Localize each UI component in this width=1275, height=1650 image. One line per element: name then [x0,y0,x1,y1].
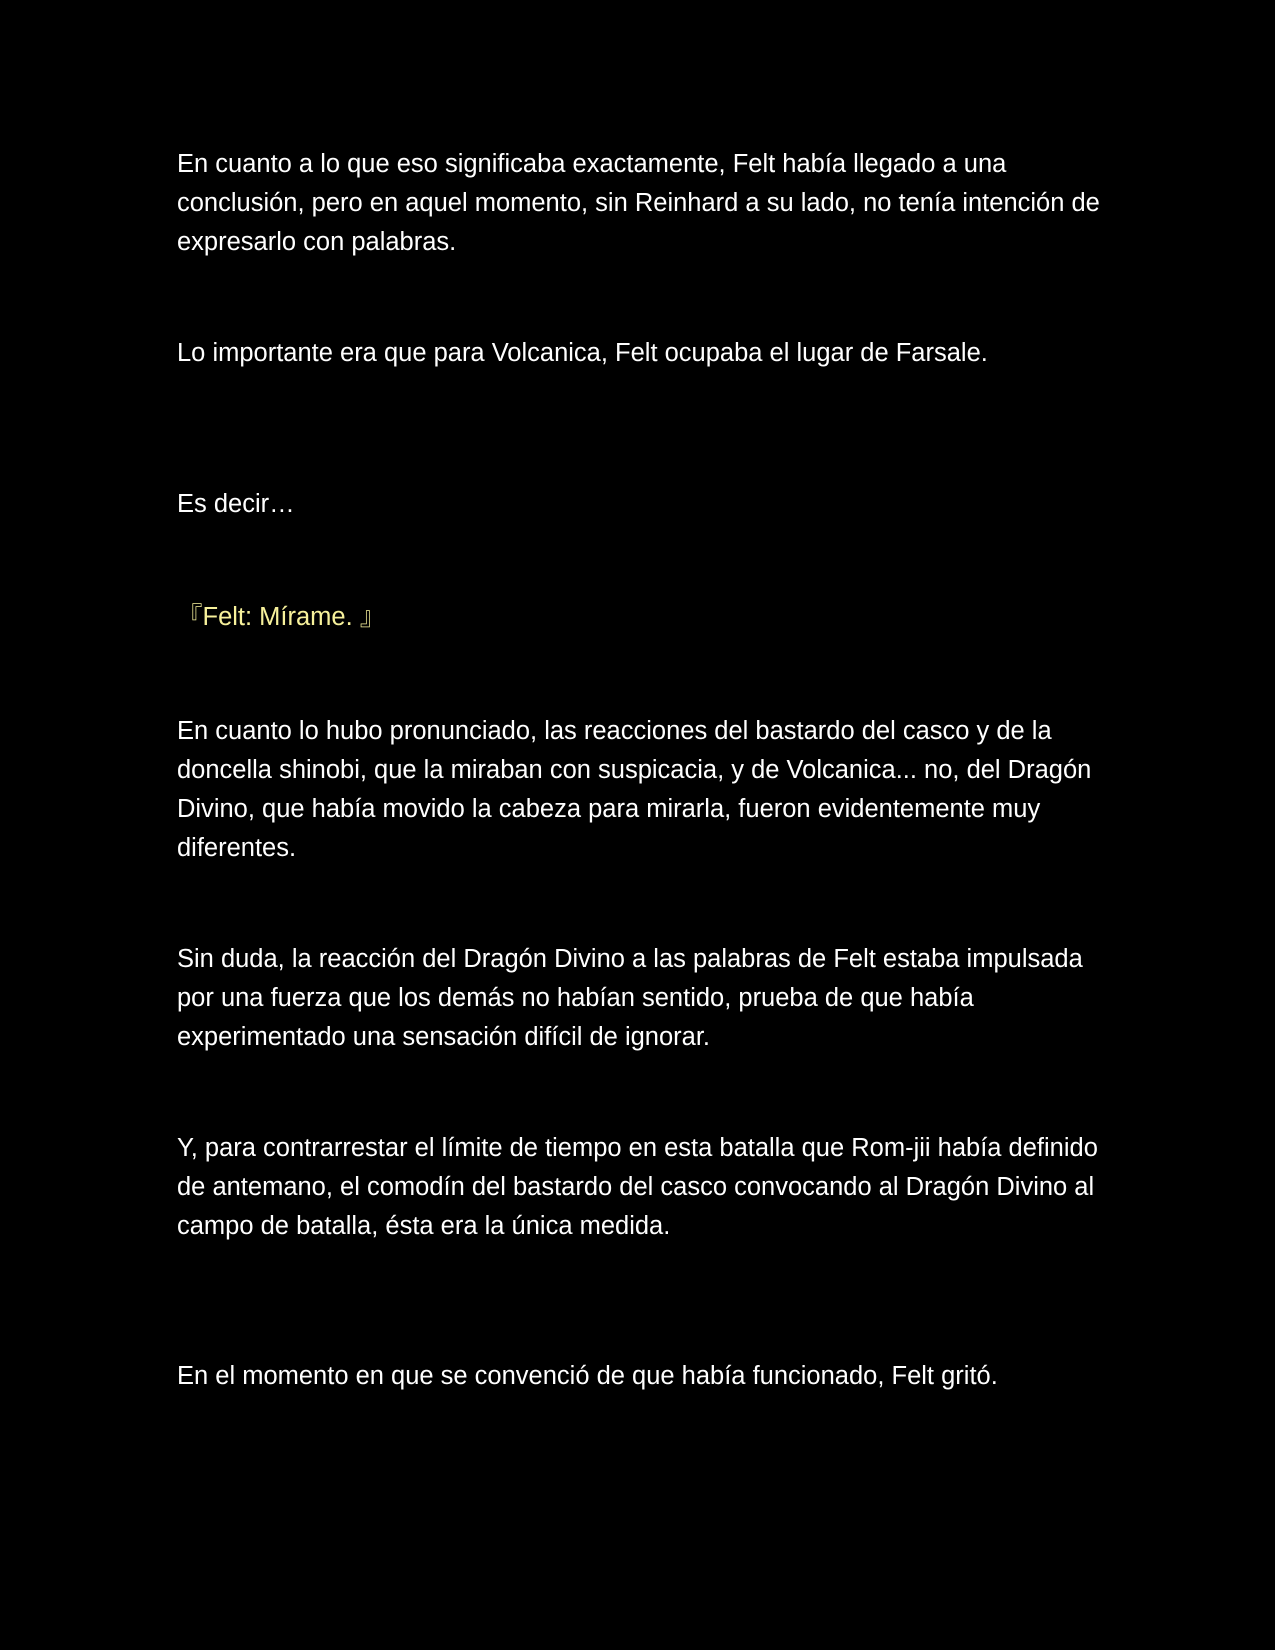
paragraph-6: Sin duda, la reacción del Dragón Divino a las palabras de Felt estaba impulsada por una fuerza que los demás no habían sentido, prueba de que había experimentado una sensación difícil de ignorar. [177,945,1083,1051]
paragraph-2: Lo importante era que para Volcanica, Felt ocupaba el lugar de Farsale. [177,339,988,367]
paragraph-1: En cuanto a lo que eso significaba exactamente, Felt había llegado a una conclusión, pero en aquel momento, sin Reinhard a su lado, no tenía intención de expresarlo con palabras. [177,150,1100,256]
paragraph-3: Es decir… [177,490,295,518]
paragraph-8: En el momento en que se convenció de que había funcionado, Felt gritó. [177,1362,998,1390]
paragraph-5: En cuanto lo hubo pronunciado, las reacciones del bastardo del casco y de la doncella shinobi, que la miraban con suspicacia, y de Volcanica... no, del Dragón Divino, que había movido la cabeza para mirarla, fueron evidentemente muy diferentes. [177,717,1092,862]
dialogue-line: 『Felt: Mírame. 』 [177,603,386,631]
paragraph-7: Y, para contrarrestar el límite de tiempo en esta batalla que Rom-jii había definido de antemano, el comodín del bastardo del casco convocando al Dragón Divino al campo de batalla, ésta era la única medida. [177,1134,1098,1240]
